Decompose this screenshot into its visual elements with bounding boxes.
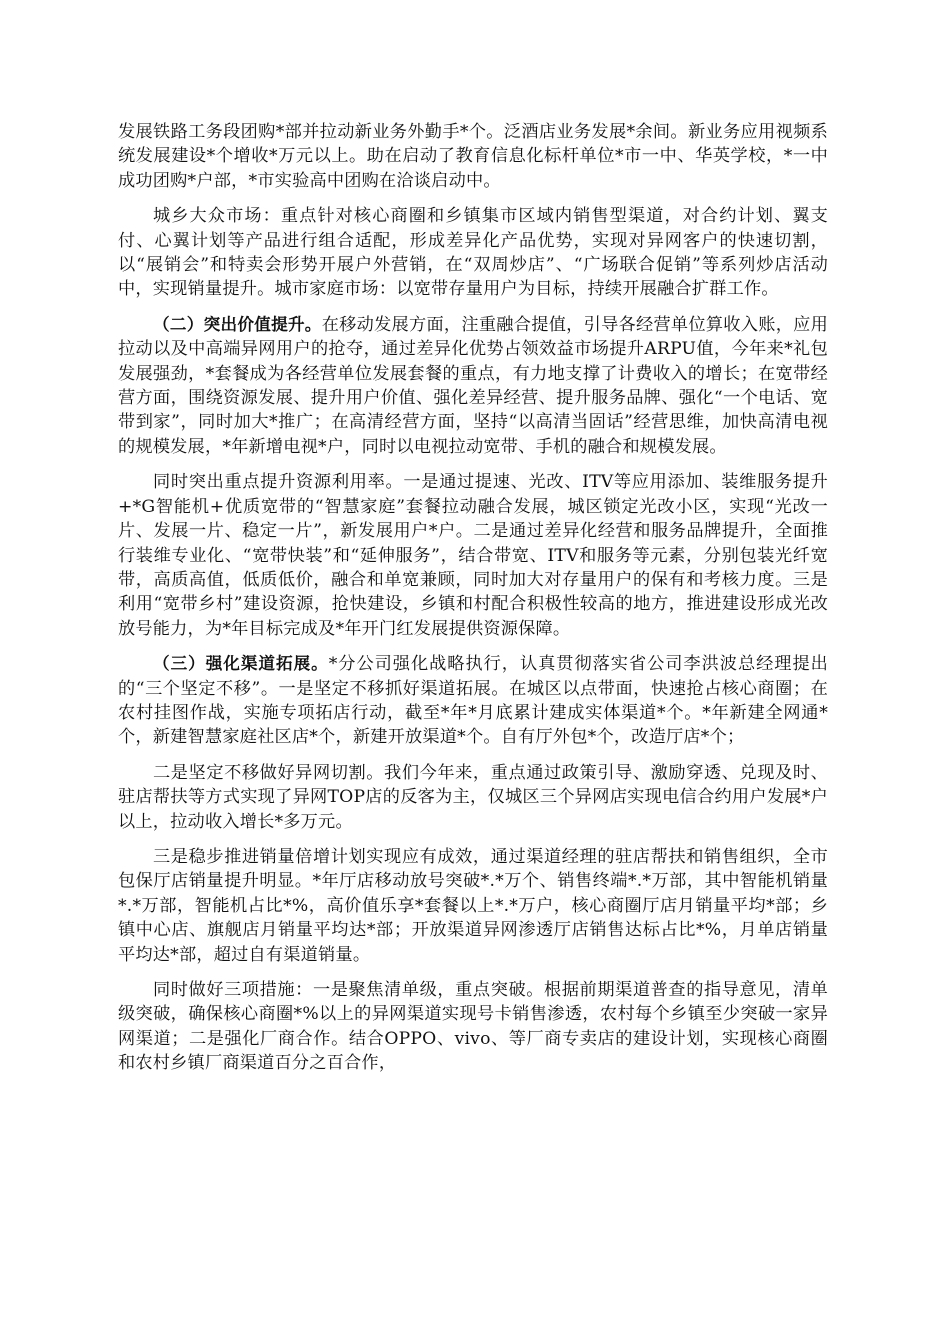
paragraph-8 <box>118 978 828 1076</box>
section-heading-3: （三）强化渠道拓展。 <box>153 654 329 674</box>
paragraph-4 <box>118 470 828 641</box>
paragraph-6-text: 二是坚定不移做好异网切割。我们今年来，重点通过政策引导、激励穿透、兑现及时、驻店帮扶等方式实现了异网TOP店的反客为主，仅城区三个异网店实现电信合约用户发展*户以上，拉动收入增长*多万元。 <box>118 762 828 832</box>
paragraph-2 <box>118 204 828 302</box>
paragraph-3-text: 在移动发展方面，注重融合提值，引导各经营单位算收入账，应用拉动以及中高端异网用户的抢夺，通过差异化优势占领效益市场提升ARPU值，今年来*礼包发展强劲，*套餐成为各经营单位发展套餐的重点，有力地支撑了计费收入的增长；在宽带经营方面，围绕资源发展、提升用户价值、强化差异经营、提升服务品牌、强化“一个电话、宽带到家”，同时加大*推广；在高清经营方面，坚持“以高清当固话”经营思维，加快高清电视的规模发展，*年新增电视*户，同时以电视拉动宽带、手机的融合和规模发展。 <box>118 314 828 457</box>
paragraph-5 <box>118 652 828 750</box>
document-page <box>118 120 828 1087</box>
paragraph-7 <box>118 845 828 967</box>
paragraph-7-text: 三是稳步推进销量倍增计划实现应有成效，通过渠道经理的驻店帮扶和销售组织，全市包保厅店销量提升明显。*年厅店移动放号突破*.*万个、销售终端*.*万部，其中智能机销量*.*万部，智能机占比*%，高价值乐享*套餐以上*.*万户，核心商圈厅店月销量平均*部；乡镇中心店、旗舰店月销量平均达*部；开放渠道异网渗透厅店销售达标占比*%，月单店销量平均达*部，超过自有渠道销量。 <box>118 846 828 965</box>
paragraph-6 <box>118 761 828 834</box>
paragraph-4-text: 同时突出重点提升资源利用率。一是通过提速、光改、ITV等应用添加、装维服务提升+*G智能机+优质宽带的“智慧家庭”套餐拉动融合发展，城区锁定光改小区，实现“光改一片、发展一片、稳定一片”，新发展用户*户。二是通过差异化经营和服务品牌提升，全面推行装维专业化、“宽带快装”和“延伸服务”，结合带宽、ITV和服务等元素，分别包装光纤宽带，高质高值，低质低价，融合和单宽兼顾，同时加大对存量用户的保有和考核力度。三是利用“宽带乡村”建设资源，抢快建设，乡镇和村配合积极性较高的地方，推进建设形成光改放号能力，为*年目标完成及*年开门红发展提供资源保障。 <box>118 472 828 639</box>
paragraph-1-text: 发展铁路工务段团购*部并拉动新业务外勤手*个。泛酒店业务发展*余间。新业务应用视频系统发展建设*个增收*万元以上。助在启动了教育信息化标杆单位*市一中、华英学校，*一中成功团购*户部，*市实验高中团购在洽谈启动中。 <box>118 122 828 191</box>
paragraph-1 <box>118 120 828 193</box>
section-heading-2: （二）突出价值提升。 <box>153 314 322 334</box>
paragraph-8-text: 同时做好三项措施：一是聚焦清单级，重点突破。根据前期渠道普查的指导意见，清单级突破，确保核心商圈*%以上的异网渠道实现号卡销售渗透，农村每个乡镇至少突破一家异网渠道；二是强化厂商合作。结合OPPO、vivo、等厂商专卖店的建设计划，实现核心商圈和农村乡镇厂商渠道百分之百合作， <box>118 980 828 1074</box>
paragraph-2-text: 城乡大众市场：重点针对核心商圈和乡镇集市区域内销售型渠道，对合约计划、翼支付、心翼计划等产品进行组合适配，形成差异化产品优势，实现对异网客户的快速切割，以“展销会”和特卖会形势开展户外营销，在“双周炒店”、“广场联合促销”等系列炒店活动中，实现销量提升。城市家庭市场：以宽带存量用户为目标，持续开展融合扩群工作。 <box>118 206 828 300</box>
paragraph-3 <box>118 313 828 459</box>
paragraph-5-text: *分公司强化战略执行，认真贯彻落实省公司李洪波总经理提出的“三个坚定不移”。一是坚定不移抓好渠道拓展。在城区以点带面，快速抢占核心商圈；在农村挂图作战，实施专项拓店行动，截至*年*月底累计建成实体渠道*个。*年新建全网通*个，新建智慧家庭社区店*个，新建开放渠道*个。自有厅外包*个，改造厅店*个； <box>118 654 829 748</box>
